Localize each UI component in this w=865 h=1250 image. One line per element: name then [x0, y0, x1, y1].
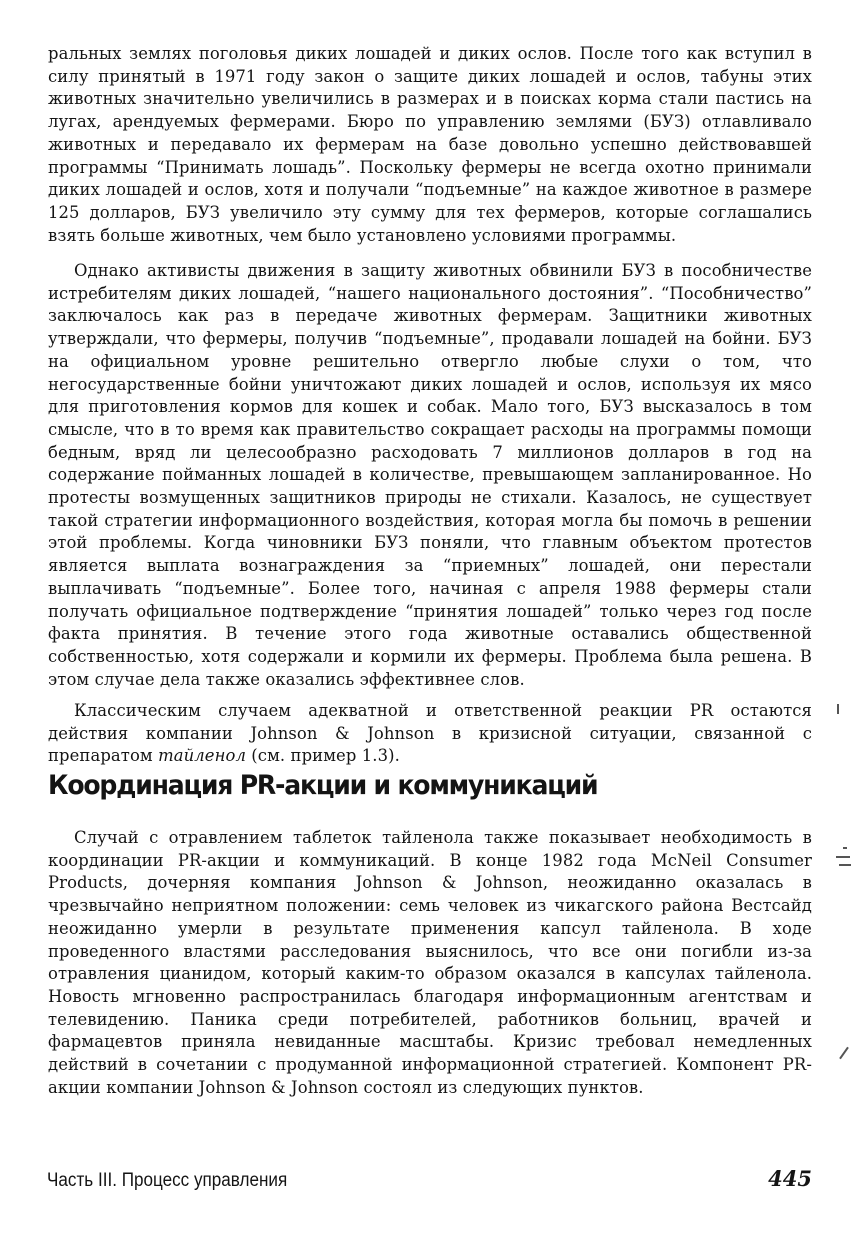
margin-mark	[836, 856, 850, 858]
paragraph-tylenol-crisis: Случай с отравлением таблеток тайленола также показывает необходимость в координации PR-акции и коммуникаций. В конце 1982 года McNeil Consumer Products, дочерняя компания Johnson & Johnson, неожиданно оказалась в чрезвычайно неприятном положении: семь человек из чикагского района Вестсайд неожиданно умерли в результате применения капсул тайленола. В ходе проведенного властями расследования выяснилось, что все они погибли из-за отравления цианидом, который каким-то образом оказался в капсулах тайленола. Новость мгновенно распространилась благодаря информационным агентствам и телевидению. Паника среди потребителей, работников больниц, врачей и фармацевтов приняла невиданные масштабы. Кризис требовал немедленных действий в сочетании с продуманной информационной стратегией. Компонент PR-акции компании Johnson & Johnson состоял из следующих пунктов.	[48, 828, 812, 1097]
paragraph-wild-horses: ральных землях поголовья диких лошадей и диких ослов. После того как вступил в силу принятый в 1971 году закон о защите диких лошадей и ослов, табуны этих животных значительно увеличились в размерах и в поисках корма стали пастись на лугах, арендуемых фермерами. Бюро по управлению землями (БУЗ) отлавливало животных и передавало их фермерам на базе довольно успешно действовавшей программы “Принимать лошадь”. Поскольку фермеры не всегда охотно принимали диких лошадей и ослов, хотя и получали “подъемные” на каждое животное в размере 125 долларов, БУЗ увеличило эту сумму для тех фермеров, которые соглашались взять больше животных, чем было установлено условиями программы.	[48, 44, 812, 245]
margin-mark	[839, 1047, 849, 1060]
margin-mark	[839, 864, 851, 866]
tylenol-emphasis: тайленол	[158, 746, 246, 766]
margin-mark	[837, 704, 839, 714]
classic-case-reference: (см. пример 1.3).	[246, 746, 400, 766]
classic-case-text: Классическим случаем адекватной и ответственной реакции PR остаются действия компании Johnson & Johnson в кризисной ситуации, связанной с препаратом	[48, 701, 812, 766]
section-heading: Координация PR-акции и коммуникаций	[48, 770, 598, 801]
paragraph-classic-case	[48, 700, 812, 768]
paragraph-activists: Однако активисты движения в защиту животных обвинили БУЗ в пособничестве истребителям диких лошадей, “нашего национального достояния”. “Пособничество” заключалось как раз в передаче животных фермерам. Защитники животных утверждали, что фермеры, получив “подъемные”, продавали лошадей на бойни. БУЗ на официальном уровне решительно отвергло любые слухи о том, что негосударственные бойни уничтожают диких лошадей и ослов, используя их мясо для приготовления кормов для кошек и собак. Мало того, БУЗ высказалось в том смысле, что в то время как правительство сокращает расходы на программы помощи бедным, вряд ли целесообразно расходовать 7 миллионов долларов в год на содержание пойманных лошадей в количестве, превышающем запланированное. Но протесты возмущенных защитников природы не стихали. Казалось, не существует такой стратегии информационного воздействия, которая могла бы помочь в решении этой проблемы. Когда чиновники БУЗ поняли, что главным объектом протестов является выплата вознаграждения за “приемных” лошадей, они перестали выплачивать “подъемные”. Более того, начиная с апреля 1988 фермеры стали получать официальное подтверждение “принятия лошадей” только через год после факта принятия. В течение этого года животные оставались общественной собственностью, хотя содержали и кормили их фермеры. Проблема была решена. В этом случае дела также оказались эффективнее слов.	[48, 261, 812, 689]
margin-mark	[843, 847, 847, 849]
running-footer: Часть III. Процесс управления	[47, 1170, 288, 1191]
page-number: 445	[768, 1166, 812, 1191]
